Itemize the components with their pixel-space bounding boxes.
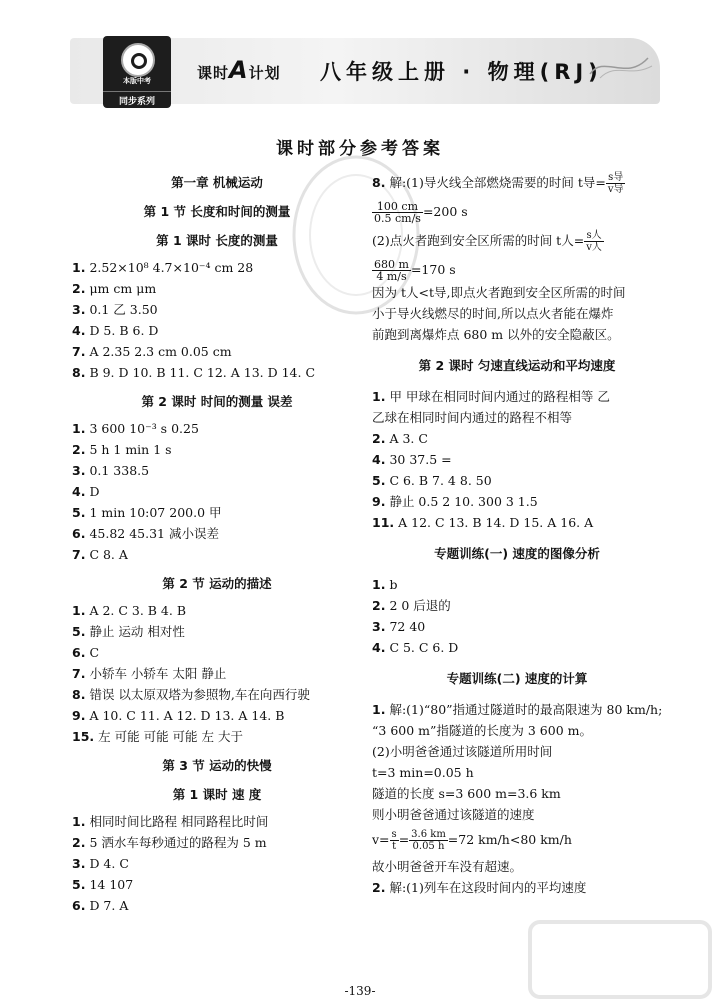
- question-number: 8.: [72, 687, 86, 702]
- answer-line: [72, 362, 362, 383]
- answer-line: [72, 278, 362, 299]
- fraction: $\frac{3.6 km}{0.05 h}$: [411, 829, 446, 852]
- question-number: 1.: [72, 260, 86, 275]
- section-heading: 第一章 机械运动: [171, 175, 263, 190]
- answer-line: 2. 2 0 后退的: [372, 598, 451, 613]
- question-number: 5.: [72, 877, 86, 892]
- question-number: 3.: [72, 463, 86, 478]
- question-number: 3.: [72, 302, 86, 317]
- answer-line: 隧道的长度 s=3 600 m=3.6 km: [372, 786, 561, 801]
- answer-line: 1. 解:(1)“80”指通过隧道时的最高限速为 80 km/h;: [372, 702, 663, 717]
- question-number: 7.: [72, 666, 86, 681]
- section-heading: 专题训练(二) 速度的计算: [446, 671, 588, 686]
- answer-line: $\frac{100 cm}{0.5 cm/s}$ =200 s: [374, 200, 468, 225]
- swirl-decoration-icon: [586, 48, 656, 84]
- answer-text: 45.82 45.31 减小误差: [89, 526, 219, 541]
- answer-line: [72, 299, 362, 320]
- question-number: 4.: [72, 323, 86, 338]
- answer-line: 故小明爸爸开车没有超速。: [372, 859, 523, 874]
- answer-line: [72, 418, 362, 439]
- answer-line: [72, 874, 362, 895]
- answer-text: 14 107: [89, 877, 134, 892]
- answer-line: [72, 257, 362, 278]
- answer-line: [72, 853, 362, 874]
- answer-line: 8. 解:(1)导火线全部燃烧需要的时间 t导= $\frac{\text{s导}}{\text{v导}}$: [372, 172, 624, 195]
- answer-line: [72, 502, 362, 523]
- answer-text: D 5. B 6. D: [89, 323, 159, 338]
- publisher-logo: [103, 36, 171, 108]
- answer-line: [72, 600, 362, 621]
- answer-line: [72, 726, 362, 747]
- answer-text: 0.1 338.5: [89, 463, 150, 478]
- answer-line: 2. 解:(1)列车在这段时间内的平均速度: [372, 880, 587, 895]
- answer-line: 3. 72 40: [372, 619, 426, 634]
- answer-text: 3 600 10⁻³ s 0.25: [89, 421, 199, 436]
- answer-text: 0.1 乙 3.50: [89, 302, 158, 317]
- answer-text: μm cm μm: [89, 281, 157, 296]
- book-title: 八年级上册 · 物理(RJ): [320, 60, 603, 84]
- answer-text: C: [89, 645, 100, 660]
- question-number: 1.: [72, 421, 86, 436]
- fraction: $\frac{s}{t}$: [391, 829, 397, 852]
- answer-line: [72, 460, 362, 481]
- question-number: 6.: [72, 526, 86, 541]
- answer-line: t=3 min=0.05 h: [372, 765, 474, 780]
- question-number: 3.: [72, 856, 86, 871]
- answer-text: A 10. C 11. A 12. D 13. A 14. B: [89, 708, 285, 723]
- answer-line: 1. 甲 甲球在相同时间内通过的路程相等 乙: [372, 389, 610, 404]
- answer-text: 小轿车 小轿车 太阳 静止: [89, 666, 227, 681]
- answer-line: [72, 320, 362, 341]
- answer-line: $\frac{680 m}{4 m/s}$ =170 s: [374, 258, 456, 283]
- brand-suffix: 计划: [248, 64, 281, 82]
- question-number: 7.: [72, 547, 86, 562]
- answer-line: [72, 663, 362, 684]
- section-heading: 第 1 课时 长度的测量: [156, 233, 278, 248]
- answer-line: 9. 静止 0.5 2 10. 300 3 1.5: [372, 494, 538, 509]
- answer-line: [72, 684, 362, 705]
- answer-line: 1. b: [372, 577, 398, 592]
- answer-text: B 9. D 10. B 11. C 12. A 13. D 14. C: [89, 365, 316, 380]
- answer-text: C 8. A: [89, 547, 128, 562]
- answer-line: 4. C 5. C 6. D: [372, 640, 459, 655]
- answer-line: 乙球在相同时间内通过的路程不相等: [372, 410, 573, 425]
- section-heading: 第 2 课时 匀速直线运动和平均速度: [418, 358, 616, 373]
- answer-line: 小于导火线燃尽的时间,所以点火者能在爆炸: [372, 306, 614, 321]
- answer-line: [72, 341, 362, 362]
- question-number: 7.: [72, 344, 86, 359]
- brand-prefix: 课时: [197, 64, 230, 82]
- answer-text: D 7. A: [89, 898, 129, 913]
- answer-text: A 2. C 3. B 4. B: [89, 603, 187, 618]
- fraction: $\frac{680 m}{4 m/s}$: [374, 258, 409, 283]
- question-number: 4.: [72, 484, 86, 499]
- question-number: 5.: [72, 505, 86, 520]
- answer-line: (2)点火者跑到安全区所需的时间 t人= $\frac{\text{s人}}{\text{v人}}$: [372, 230, 602, 253]
- left-answer-column: [72, 172, 362, 916]
- answer-text: 左 可能 可能 可能 左 大于: [98, 729, 244, 744]
- question-number: 15.: [72, 729, 95, 744]
- logo-bottom-text: 同步系列: [103, 91, 171, 107]
- answer-text: 5 洒水车每秒通过的路程为 5 m: [89, 835, 267, 850]
- question-number: 1.: [72, 603, 86, 618]
- right-answer-column: [372, 172, 662, 898]
- logo-top-text: 本版中考: [123, 77, 151, 85]
- answer-line: [72, 705, 362, 726]
- answer-line: (2)小明爸爸通过该隧道所用时间: [372, 744, 553, 759]
- question-number: 2.: [72, 442, 86, 457]
- answer-text: 2.52×10⁸ 4.7×10⁻⁴ cm 28: [89, 260, 254, 275]
- answer-text: 错误 以太原双塔为参照物,车在向西行驶: [89, 687, 310, 702]
- answer-line: [72, 621, 362, 642]
- answer-line: [72, 832, 362, 853]
- section-heading: 第 3 节 运动的快慢: [162, 758, 272, 773]
- answer-text: A 2.35 2.3 cm 0.05 cm: [89, 344, 232, 359]
- question-number: 2.: [72, 281, 86, 296]
- answer-line: [72, 811, 362, 832]
- answer-text: D: [89, 484, 100, 499]
- answer-text: 相同时间比路程 相同路程比时间: [89, 814, 269, 829]
- answer-line: [72, 481, 362, 502]
- answer-line: [72, 523, 362, 544]
- section-heading: 第 1 课时 速 度: [172, 787, 262, 802]
- answer-line: “3 600 m”指隧道的长度为 3 600 m。: [372, 723, 592, 738]
- answer-line: [72, 439, 362, 460]
- section-heading: 第 2 节 运动的描述: [162, 576, 272, 591]
- question-number: 9.: [72, 708, 86, 723]
- page-number: -139-: [344, 984, 376, 998]
- question-number: 2.: [72, 835, 86, 850]
- brand-a: A: [229, 56, 249, 84]
- answer-line: [72, 544, 362, 565]
- answer-text: 1 min 10:07 200.0 甲: [89, 505, 222, 520]
- answer-line: [72, 895, 362, 916]
- answer-line: [72, 642, 362, 663]
- answer-text: 5 h 1 min 1 s: [89, 442, 172, 457]
- section-heading: 第 1 节 长度和时间的测量: [143, 204, 291, 219]
- answer-line: v= $\frac{s}{t}$ = $\frac{3.6 km}{0.05 h}$ =72 km/h<80 km/h: [372, 829, 572, 852]
- answer-text: 静止 运动 相对性: [89, 624, 185, 639]
- question-number: 6.: [72, 645, 86, 660]
- answer-line: 5. C 6. B 7. 4 8. 50: [372, 473, 492, 488]
- question-number: 6.: [72, 898, 86, 913]
- section-heading: 专题训练(一) 速度的图像分析: [434, 546, 600, 561]
- question-number: 5.: [72, 624, 86, 639]
- answer-line: 4. 30 37.5 =: [372, 452, 452, 467]
- brand-name: [197, 56, 281, 84]
- fraction: $\frac{\text{s导}}{\text{v导}}$: [607, 172, 624, 195]
- fraction: $\frac{100 cm}{0.5 cm/s}$: [374, 200, 421, 225]
- answer-line: 前跑到离爆炸点 680 m 以外的安全隐蔽区。: [372, 327, 620, 342]
- answer-text: D 4. C: [89, 856, 129, 871]
- answer-line: 因为 t人<t导,即点火者跑到安全区所需的时间: [372, 285, 626, 300]
- target-icon: [121, 43, 155, 77]
- question-number: 8.: [72, 365, 86, 380]
- answer-line: 则小明爸爸通过该隧道的速度: [372, 807, 535, 822]
- section-heading: 第 2 课时 时间的测量 误差: [141, 394, 293, 409]
- answer-line: 11. A 12. C 13. B 14. D 15. A 16. A: [372, 515, 594, 530]
- answer-line: 2. A 3. C: [372, 431, 428, 446]
- page-title: 课时部分参考答案: [276, 139, 444, 159]
- fraction: $\frac{\text{s人}}{\text{v人}}$: [586, 230, 602, 253]
- question-number: 1.: [72, 814, 86, 829]
